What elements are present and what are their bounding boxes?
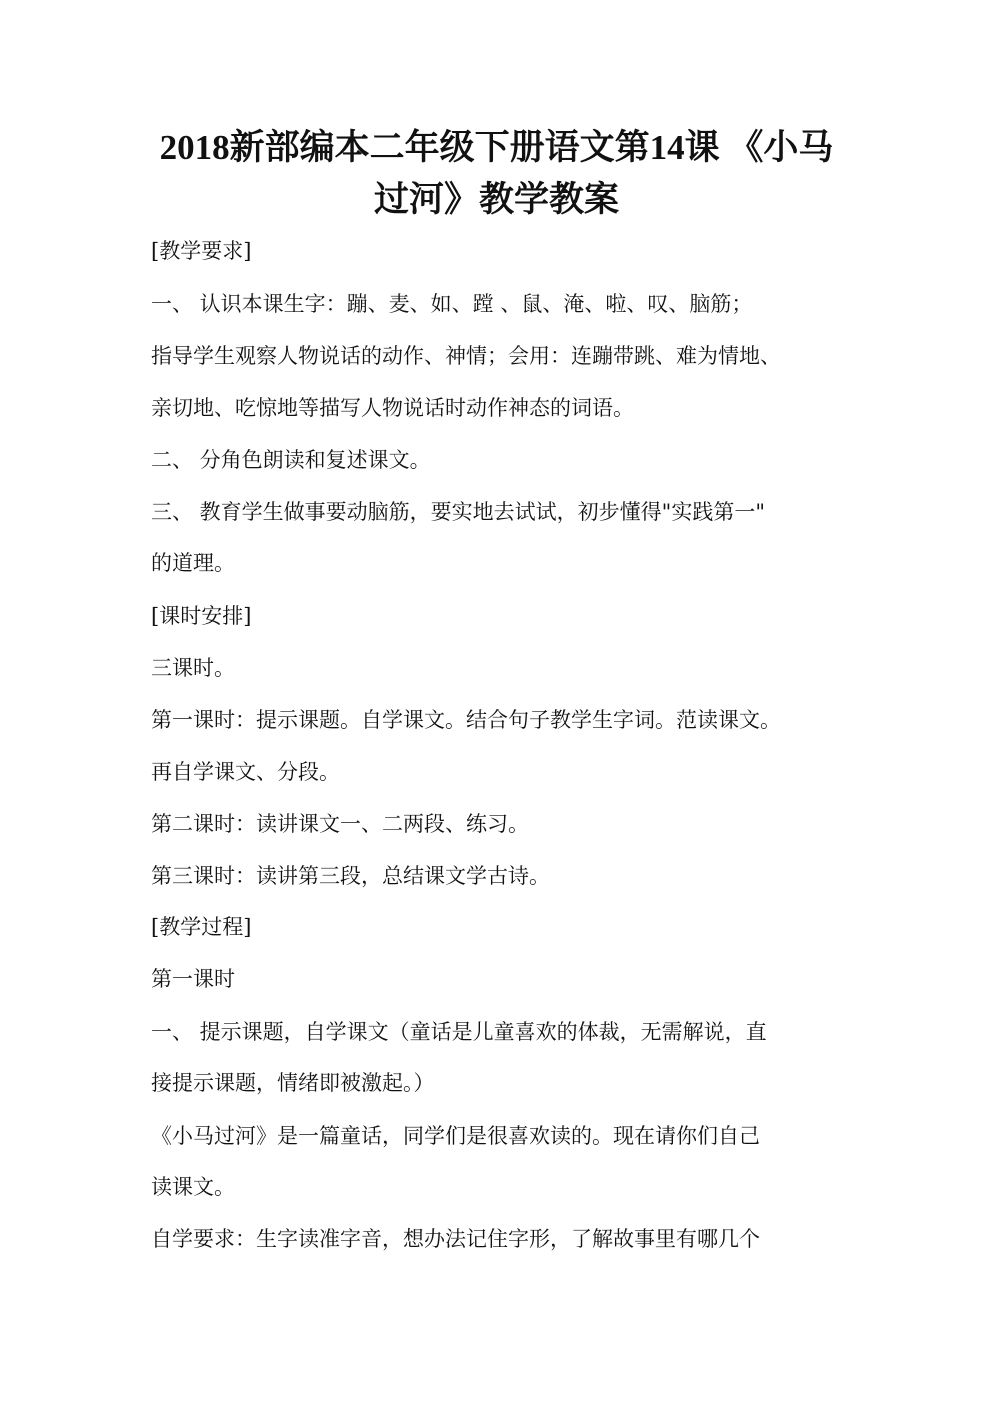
paragraph-line: 二、 分角色朗读和复述课文。	[151, 448, 431, 472]
document-title-line-1: 2018新部编本二年级下册语文第14课 《小马	[159, 128, 834, 167]
paragraph-line: 《小马过河》是一篇童话，同学们是很喜欢读的。现在请你们自己	[151, 1124, 760, 1148]
paragraph-line: 自学要求：生字读准字音，想办法记住字形，了解故事里有哪几个	[151, 1227, 760, 1251]
document-title-line-2: 过河》教学教案	[373, 180, 619, 219]
paragraph-line: 亲切地、吃惊地等描写人物说话时动作神态的词语。	[151, 396, 634, 420]
section-heading-teaching-requirements: [教学要求]	[151, 239, 252, 263]
paragraph-line: 接提示课题，情绪即被激起。）	[151, 1071, 435, 1095]
paragraph-line: 再自学课文、分段。	[151, 760, 340, 784]
subsection-heading-first-lesson: 第一课时	[151, 967, 235, 991]
paragraph-line: 第三课时：读讲第三段，总结课文学古诗。	[151, 864, 550, 888]
paragraph-line: 三课时。	[151, 656, 235, 680]
paragraph-line: 第二课时：读讲课文一、二两段、练习。	[151, 812, 529, 836]
section-heading-schedule: [课时安排]	[151, 604, 252, 628]
paragraph-line: 读课文。	[151, 1175, 235, 1199]
paragraph-line: 三、 教育学生做事要动脑筋，要实地去试试，初步懂得"实践第一"	[151, 500, 765, 524]
paragraph-line: 一、 提示课题，自学课文（童话是儿童喜欢的体裁，无需解说，直	[151, 1020, 767, 1044]
paragraph-line: 指导学生观察人物说话的动作、神情；会用：连蹦带跳、难为情地、	[151, 344, 781, 368]
paragraph-line: 的道理。	[151, 551, 235, 575]
paragraph-line: 第一课时：提示课题。自学课文。结合句子教学生字词。范读课文。	[151, 708, 781, 732]
section-heading-teaching-process: [教学过程]	[151, 915, 252, 939]
paragraph-line: 一、 认识本课生字：蹦、麦、如、蹚 、鼠、淹、啦、叹、脑筋；	[151, 292, 753, 316]
